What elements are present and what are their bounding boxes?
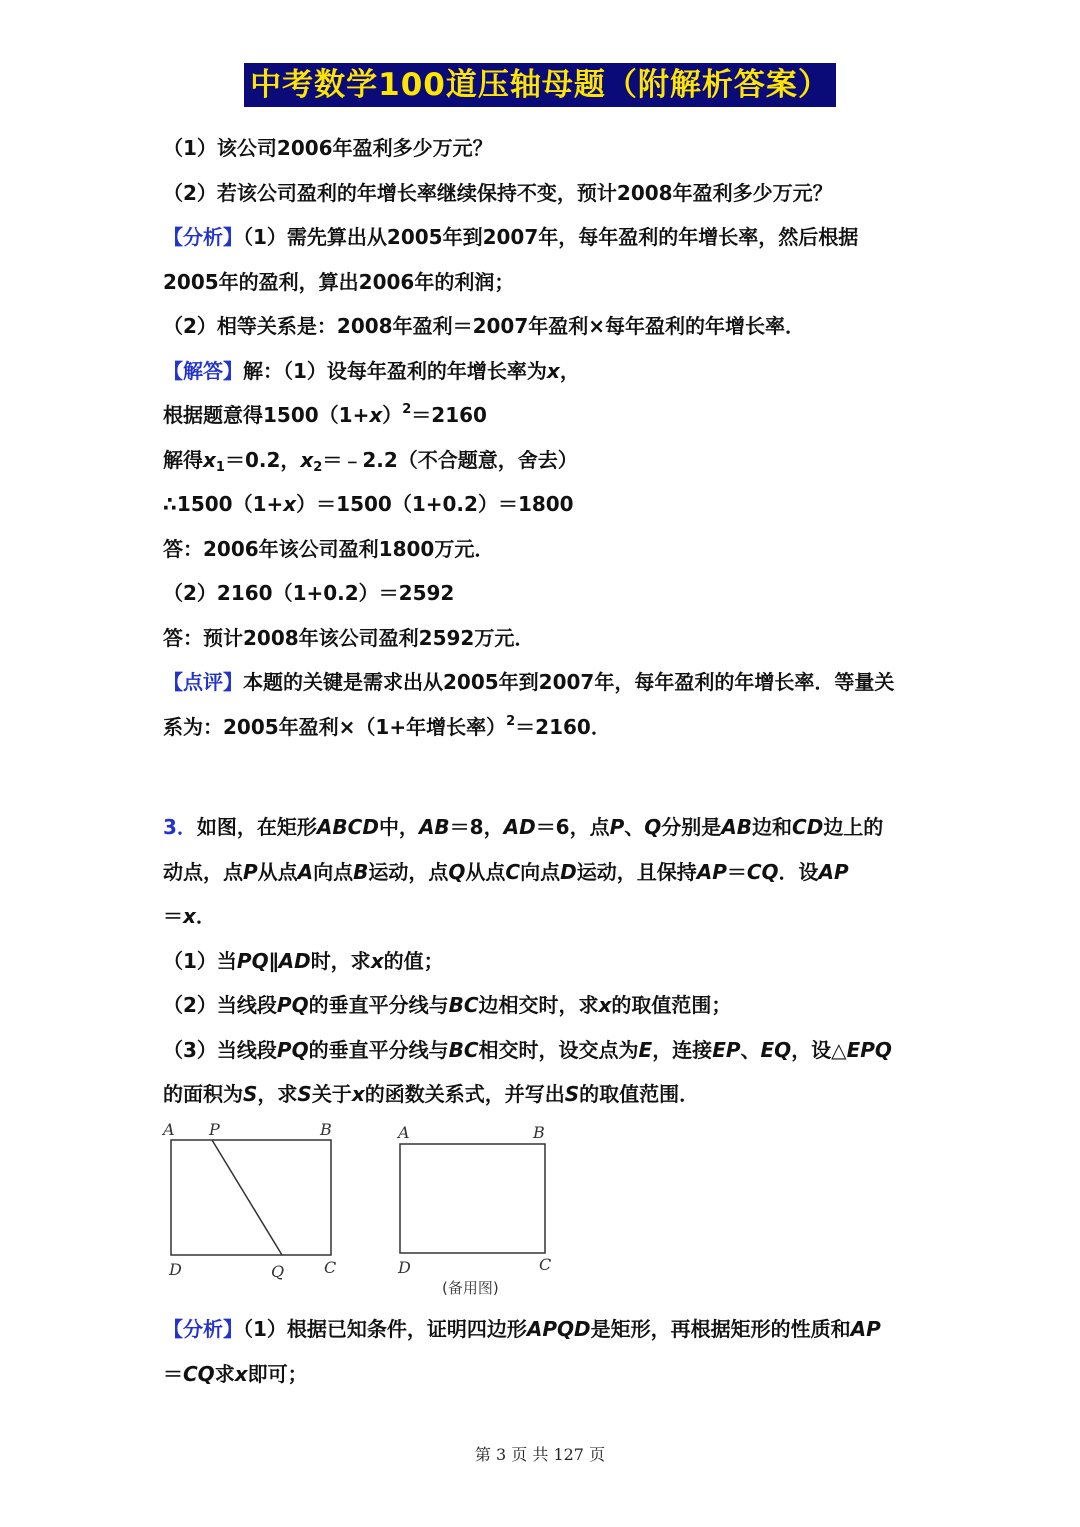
problem3-question-2: （2）当线段PQ的垂直平分线与BC边相交时，求x的取值范围； <box>163 993 732 1017</box>
review-line-1: 【点评】本题的关键是需求出从2005年到2007年，每年盈利的年增长率．等量关 <box>163 670 895 694</box>
review-tag: 【点评】 <box>163 670 243 694</box>
analysis-line-1: 【分析】（1）需先算出从2005年到2007年，每年盈利的年增长率，然后根据 <box>163 225 859 249</box>
solution-line: 解得$x_1=0.2$，$x_2=﹣2.2$（不合题意，舍去） <box>163 448 578 475</box>
answer-result-1: 答：2006年该公司盈利1800万元． <box>163 537 495 561</box>
problem3-question-1: （1）当PQ∥AD时，求x的值； <box>163 949 444 973</box>
problem3-line-3: ＝x． <box>163 904 216 928</box>
analysis-tag-2: 【分析】 <box>163 1317 243 1341</box>
analysis-line-2: 2005年的盈利，算出2006年的利润； <box>163 270 515 294</box>
label-p: P <box>209 1120 220 1139</box>
problem-number: 3． <box>163 815 197 839</box>
label-d: D <box>169 1260 182 1279</box>
label-c2: C <box>539 1255 552 1274</box>
answer-result-2: 答：预计2008年该公司盈利2592万元． <box>163 626 535 650</box>
label-c: C <box>324 1258 337 1277</box>
label-b2: B <box>533 1123 545 1142</box>
label-b: B <box>320 1120 332 1139</box>
problem3-question-3a: （3）当线段PQ的垂直平分线与BC相交时，设交点为E，连接EP、EQ，设△EPQ <box>163 1038 892 1062</box>
spare-figure-caption: (备用图) <box>442 1279 499 1297</box>
page-footer: 第 3 页 共 127 页 <box>474 1445 606 1464</box>
figure-2 <box>396 1123 551 1297</box>
analysis-tag: 【分析】 <box>163 225 243 249</box>
rectangle-abcd <box>171 1140 331 1255</box>
answer-calc-2: （2）2160（1+0.2）＝2592 <box>163 581 455 605</box>
label-a: A <box>163 1120 175 1139</box>
geometry-figures <box>160 1118 560 1308</box>
equation-line: 根据题意得$1500(1+x)^2=2160$ <box>163 402 487 427</box>
problem3-analysis-line-2: ＝CQ求x即可； <box>163 1362 308 1386</box>
problem3-line-2: 动点，点P从点A向点B运动，点Q从点C向点D运动，且保持AP＝CQ．设AP <box>163 860 849 884</box>
page-title-banner: 中考数学100道压轴母题（附解析答案） <box>244 63 836 107</box>
question-2: （2）若该公司盈利的年增长率继续保持不变，预计2008年盈利多少万元？ <box>163 181 833 205</box>
problem3-analysis-line-1: 【分析】（1）根据已知条件，证明四边形APQD是矩形，再根据矩形的性质和AP <box>163 1317 881 1341</box>
analysis-line-3: （2）相等关系是：2008年盈利＝2007年盈利×每年盈利的年增长率． <box>163 314 806 338</box>
rectangle-figures-svg <box>160 1118 560 1308</box>
segment-pq <box>212 1140 282 1255</box>
question-1: （1）该公司2006年盈利多少万元？ <box>163 136 493 160</box>
review-line-2: 系为：2005年盈利×（1+年增长率）$^2$＝2160． <box>163 714 611 739</box>
answer-line-1: 【解答】解：（1）设每年盈利的年增长率为x， <box>163 359 580 383</box>
problem3-line-1: 3．如图，在矩形ABCD中，AB＝8，AD＝6，点P、Q分别是AB边和CD边上的 <box>163 815 884 839</box>
label-a2: A <box>398 1123 410 1142</box>
problem3-question-3b: 的面积为S，求S关于x的函数关系式，并写出S的取值范围． <box>163 1082 700 1106</box>
figure-1 <box>161 1120 336 1281</box>
label-d2: D <box>398 1258 411 1277</box>
answer-tag: 【解答】 <box>163 359 243 383</box>
rectangle-abcd-spare <box>400 1144 545 1253</box>
label-q: Q <box>271 1262 285 1281</box>
therefore-line: ∴1500（1+x）＝1500（1+0.2）＝1800 <box>163 492 574 516</box>
